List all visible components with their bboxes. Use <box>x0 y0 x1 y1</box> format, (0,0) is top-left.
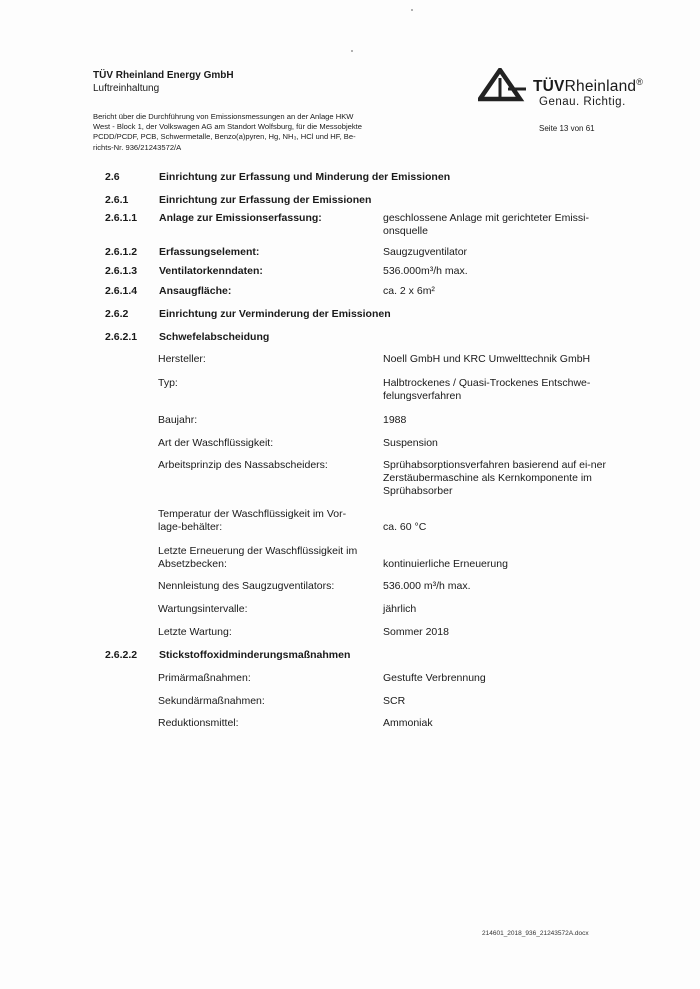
section-title: Einrichtung zur Verminderung der Emissionen <box>159 308 391 320</box>
field-value: Noell GmbH und KRC Umwelttechnik GmbH <box>383 353 591 365</box>
section-title: Schwefelabscheidung <box>159 331 270 343</box>
section-value: ca. 2 x 6m² <box>383 285 435 297</box>
field-value: SCR <box>383 695 406 707</box>
field-value: Sommer 2018 <box>383 626 449 638</box>
field-label: Wartungsintervalle: <box>158 603 248 615</box>
field-label: Nennleistung des Saugzugventilators: <box>158 580 335 592</box>
logo-wordmark <box>533 77 643 96</box>
field-value: Halbtrockenes / Quasi-Trockenes Entschwe-felungsverfahren <box>383 377 591 402</box>
logo-wordmark-bold: TÜV <box>533 78 565 96</box>
field-value: jährlich <box>383 603 417 615</box>
section-value: Saugzugventilator <box>383 246 468 258</box>
field-label: Baujahr: <box>158 414 198 426</box>
scan-speck <box>411 9 413 11</box>
logo-tagline: Genau. Richtig. <box>539 96 626 108</box>
report-line: richts-Nr. 936/21243572/A <box>93 142 182 152</box>
section-title: Ventilatorkenndaten: <box>159 265 263 277</box>
section-title: Einrichtung zur Erfassung der Emissionen <box>159 194 372 206</box>
field-value: Gestufte Verbrennung <box>383 672 486 684</box>
field-label: Letzte Wartung: <box>158 626 232 638</box>
section-number: 2.6.1.2 <box>105 246 138 258</box>
field-value: Suspension <box>383 437 438 449</box>
section-number: 2.6.1.4 <box>105 285 138 297</box>
field-label: Letzte Erneuerung der Waschflüssigkeit im Absetzbecken: <box>158 545 358 570</box>
field-value: kontinuierliche Erneuerung <box>383 558 508 570</box>
field-value: ca. 60 °C <box>383 521 427 533</box>
field-label: Hersteller: <box>158 353 206 365</box>
page-number: Seite 13 von 61 <box>539 124 595 133</box>
field-label: Temperatur der Waschflüssigkeit im Vor-lage-behälter: <box>158 508 347 533</box>
logo-wordmark-rest: Rheinland <box>564 78 637 96</box>
field-value: Sprühabsorptionsverfahren basierend auf ei-ner Zerstäubermaschine als Kernkomponente im Sprühabsorber <box>383 459 606 497</box>
section-number: 2.6.1 <box>105 194 129 206</box>
report-line: Bericht über die Durchführung von Emissionsmessungen an der Anlage HKW <box>93 112 354 121</box>
section-number: 2.6.2 <box>105 308 129 320</box>
field-value: Ammoniak <box>383 717 433 729</box>
section-title: Einrichtung zur Erfassung und Minderung der Emissionen <box>159 171 451 183</box>
tuv-logo <box>478 68 668 114</box>
field-value: 1988 <box>383 414 407 426</box>
field-label: Primärmaßnahmen: <box>158 672 251 684</box>
section-value: 536.000m³/h max. <box>383 265 468 277</box>
registered-mark: ® <box>636 77 644 87</box>
report-description <box>93 112 433 153</box>
section-number: 2.6 <box>105 171 120 183</box>
footer-filename: 214601_2018_936_21243572A.docx <box>482 930 589 937</box>
report-line: PCDD/PCDF, PCB, Schwermetalle, Benzo(a)pyren, Hg, NH₃, HCl und HF, Be- <box>93 132 356 142</box>
field-label: Arbeitsprinzip des Nassabscheiders: <box>158 459 328 471</box>
section-number: 2.6.2.2 <box>105 649 138 661</box>
field-label: Reduktionsmittel: <box>158 717 239 729</box>
section-title: Stickstoffoxidminderungsmaßnahmen <box>159 649 351 661</box>
section-title: Ansaugfläche: <box>159 285 232 297</box>
company-name: TÜV Rheinland Energy GmbH <box>93 70 234 81</box>
section-title: Anlage zur Emissionserfassung: <box>159 212 322 224</box>
field-label: Typ: <box>158 377 178 389</box>
scan-speck <box>351 50 353 52</box>
section-title: Erfassungselement: <box>159 246 260 258</box>
field-label: Sekundärmaßnahmen: <box>158 695 265 707</box>
field-value: 536.000 m³/h max. <box>383 580 471 592</box>
section-value: geschlossene Anlage mit gerichteter Emissi-onsquelle <box>383 212 590 237</box>
section-number: 2.6.1.1 <box>105 212 138 224</box>
section-number: 2.6.1.3 <box>105 265 138 277</box>
tuv-triangle-icon <box>478 68 530 102</box>
report-line: West - Block 1, der Volkswagen AG am Standort Wolfsburg, für die Messobjekte <box>93 122 362 132</box>
field-label: Art der Waschflüssigkeit: <box>158 437 274 449</box>
department-name: Luftreinhaltung <box>93 83 160 94</box>
section-number: 2.6.2.1 <box>105 331 138 343</box>
